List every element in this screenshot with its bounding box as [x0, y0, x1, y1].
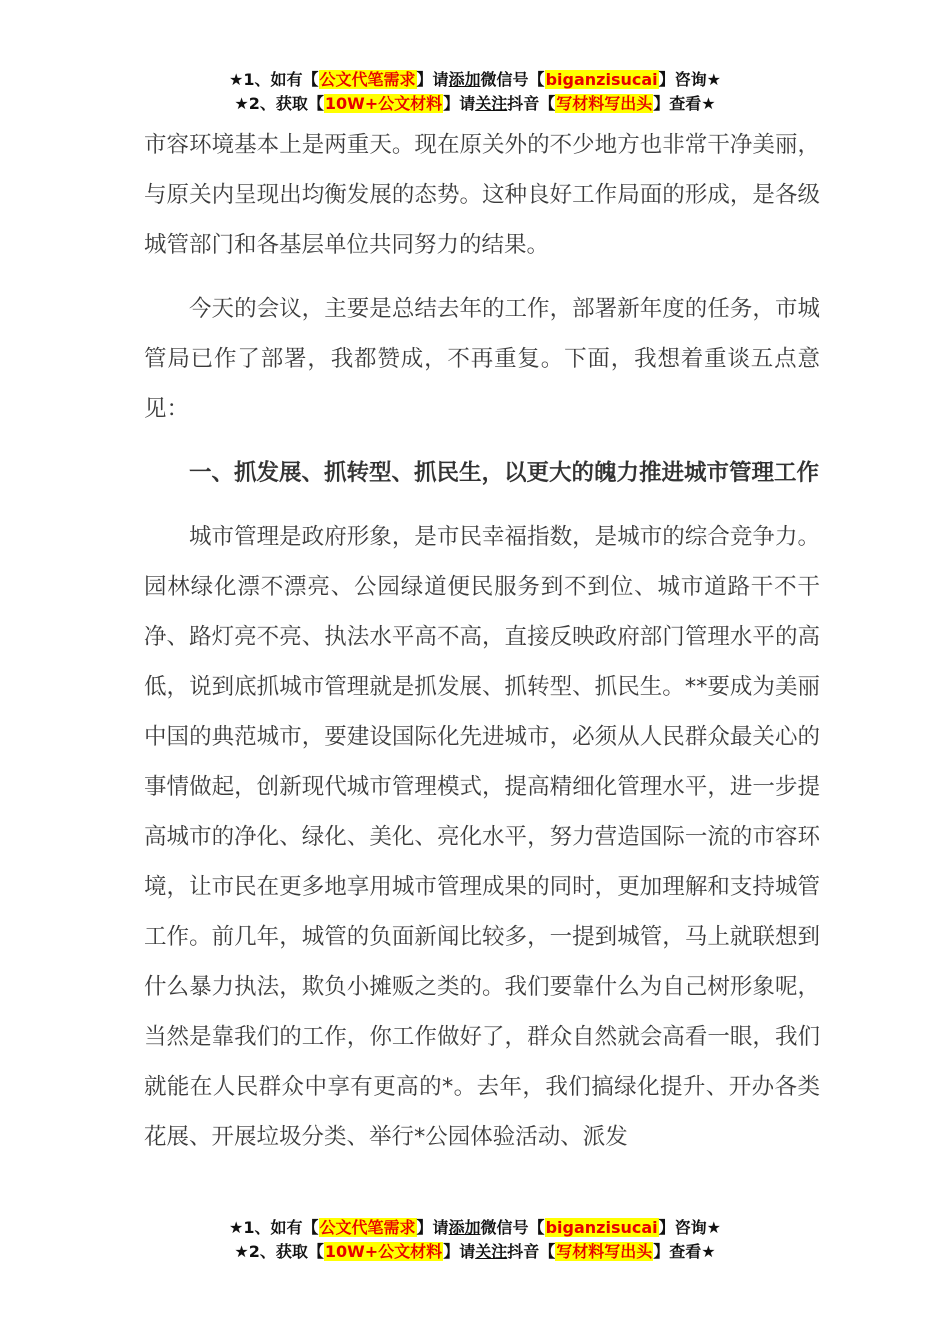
banner-text: ★2、获取【 [234, 94, 324, 113]
underlined-word: 关注 [475, 1242, 508, 1261]
banner-text: 抖音【 [507, 94, 556, 113]
highlight-douyin-account: 写材料写出头 [556, 1242, 653, 1261]
highlight-service: 公文代笔需求 [319, 70, 416, 89]
banner-text: 微信号【 [480, 70, 545, 89]
banner-line-1 [0, 68, 950, 92]
banner-text: 】请 [443, 94, 476, 113]
paragraph-meeting: 今天的会议，主要是总结去年的工作，部署新年度的任务，市城管局已作了部署，我都赞成，不再重复。下面，我想着重谈五点意见： [144, 296, 820, 422]
banner-line-2 [0, 92, 950, 116]
highlight-wechat-id: biganzisucai [545, 70, 658, 89]
header-banner [0, 68, 950, 116]
highlight-materials: 10W+公文材料 [324, 94, 443, 113]
banner-line-2 [0, 1240, 950, 1264]
highlight-service: 公文代笔需求 [319, 1218, 416, 1237]
highlight-douyin-account: 写材料写出头 [556, 94, 653, 113]
document-body [144, 120, 820, 1162]
paragraph-continued: 市容环境基本上是两重天。现在原关外的不少地方也非常干净美丽，与原关内呈现出均衡发展的态势。这种良好工作局面的形成，是各级城管部门和各基层单位共同努力的结果。 [144, 132, 820, 258]
banner-text: 】咨询★ [658, 70, 721, 89]
banner-text: 抖音【 [507, 1242, 556, 1261]
banner-text: ★1、如有【 [229, 70, 319, 89]
footer-banner [0, 1216, 950, 1264]
banner-text: 】请 [416, 70, 449, 89]
banner-text: 】查看★ [653, 1242, 716, 1261]
underlined-word: 添加 [448, 70, 481, 89]
paragraph-city-management: 城市管理是政府形象，是市民幸福指数，是城市的综合竞争力。园林绿化漂不漂亮、公园绿道便民服务到不到位、城市道路干不干净、路灯亮不亮、执法水平高不高，直接反映政府部门管理水平的高低，说到底抓城市管理就是抓发展、抓转型、抓民生。**要成为美丽中国的典范城市，要建设国际化先进城市，必须从人民群众最关心的事情做起，创新现代城市管理模式，提高精细化管理水平，进一步提高城市的净化、绿化、美化、亮化水平，努力营造国际一流的市容环境，让市民在更多地享用城市管理成果的同时，更加理解和支持城管工作。前几年，城管的负面新闻比较多，一提到城管，马上就联想到什么暴力执法，欺负小摊贩之类的。我们要靠什么为自己树形象呢，当然是靠我们的工作，你工作做好了，群众自然就会高看一眼，我们就能在人民群众中享有更高的*。去年，我们搞绿化提升、开办各类花展、开展垃圾分类、举行*公园体验活动、派发 [144, 524, 820, 1150]
banner-text: 】请 [443, 1242, 476, 1261]
banner-text: 】请 [416, 1218, 449, 1237]
banner-text: 微信号【 [480, 1218, 545, 1237]
underlined-word: 关注 [475, 94, 508, 113]
banner-text: 】查看★ [653, 94, 716, 113]
highlight-wechat-id: biganzisucai [545, 1218, 658, 1237]
section-heading-1: 一、抓发展、抓转型、抓民生，以更大的魄力推进城市管理工作 [189, 460, 820, 486]
banner-text: ★1、如有【 [229, 1218, 319, 1237]
banner-text: ★2、获取【 [234, 1242, 324, 1261]
highlight-materials: 10W+公文材料 [324, 1242, 443, 1261]
banner-line-1 [0, 1216, 950, 1240]
underlined-word: 添加 [448, 1218, 481, 1237]
banner-text: 】咨询★ [658, 1218, 721, 1237]
